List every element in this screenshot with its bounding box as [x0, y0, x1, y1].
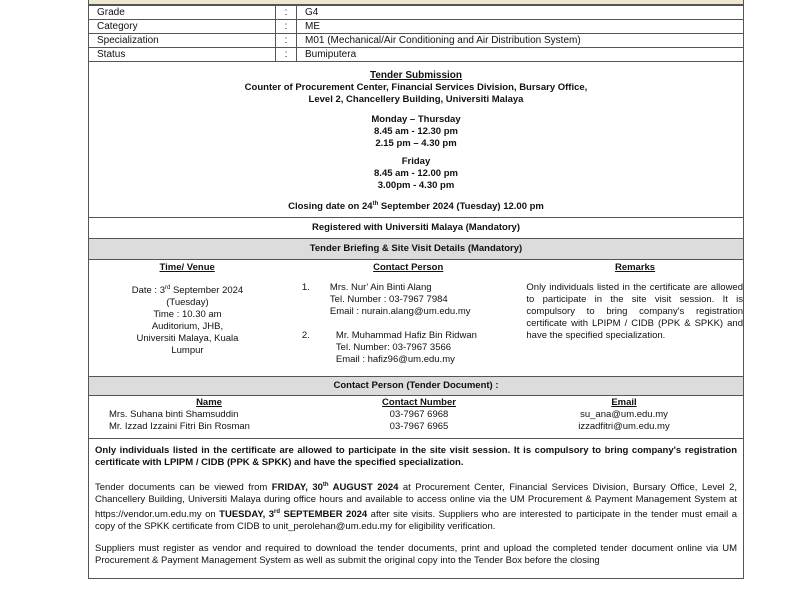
- contact-2-details: [336, 330, 477, 366]
- spec-row-specialization: [89, 34, 744, 48]
- spec-colon: :: [276, 34, 297, 48]
- col-contact-number: Contact Number: [382, 397, 456, 409]
- p1-c: AUGUST 2024: [328, 482, 399, 494]
- contact-1-num: 1.: [301, 282, 310, 294]
- briefing-date-post: September 2024: [170, 285, 244, 297]
- spec-label: Category: [89, 20, 276, 34]
- spec-value: Bumiputera: [297, 48, 744, 62]
- closing-date-post: September 2024 (Tuesday) 12.00 pm: [378, 201, 544, 213]
- briefing-columns-header: [89, 262, 743, 274]
- spec-value: M01 (Mechanical/Air Conditioning and Air Distribution System): [297, 34, 744, 48]
- tender-doc-email[interactable]: su_ana@um.edu.my: [580, 409, 668, 421]
- briefing-columns-body: [89, 282, 743, 366]
- submission-time-mon-thu-2: 2.15 pm – 4.30 pm: [375, 138, 457, 149]
- briefing-section: [88, 260, 744, 377]
- spec-label: Grade: [89, 6, 276, 20]
- notes-section: [88, 439, 744, 579]
- col-name: Name: [196, 397, 222, 409]
- briefing-time: Time : 10.30 am: [153, 309, 222, 321]
- spec-label: Specialization: [89, 34, 276, 48]
- spec-colon: :: [276, 48, 297, 62]
- notes-paragraph-1: [91, 479, 741, 533]
- col-contact-person: Contact Person: [373, 262, 444, 274]
- contact-2-tel: Tel. Number: 03-7967 3566: [335, 342, 452, 354]
- p1-b-sup: th: [322, 482, 329, 489]
- briefing-venue-3: Lumpur: [171, 345, 204, 357]
- tender-doc-row: [89, 421, 743, 433]
- briefing-date: [89, 282, 286, 297]
- tender-doc-row: [89, 409, 743, 421]
- submission-address-1: Counter of Procurement Center, Financial Services Division, Bursary Office,: [244, 82, 588, 93]
- tender-doc-columns: [89, 397, 743, 409]
- closing-date-pre: Closing date on 24: [288, 201, 373, 213]
- tender-doc-name: Mrs. Suhana binti Shamsuddin: [109, 409, 239, 421]
- submission-time-mon-thu-1: 8.45 am - 12.30 pm: [374, 126, 458, 137]
- col-email: Email: [611, 397, 637, 409]
- closing-date-sup: th: [372, 201, 379, 207]
- tender-notice-page: [88, 0, 744, 600]
- briefing-day: (Tuesday): [166, 297, 209, 309]
- contact-2-num: 2.: [301, 330, 310, 342]
- contact-1: [296, 282, 522, 318]
- submission-days-friday: Friday: [401, 156, 431, 167]
- tender-doc-number: 03-7967 6965: [389, 421, 449, 433]
- contact-person-block: [296, 282, 522, 366]
- p1-f: SEPTEMBER 2024: [280, 509, 368, 521]
- tender-doc-header: Contact Person (Tender Document) :: [88, 377, 744, 396]
- tender-doc-section: [88, 396, 744, 439]
- registered-note: Registered with Universiti Malaya (Mandatory): [88, 218, 744, 239]
- contact-2-email[interactable]: Email : hafiz96@um.edu.my: [335, 354, 455, 366]
- contact-1-name: Mrs. Nur' Ain Binti Alang: [329, 282, 432, 294]
- briefing-date-sup: rd: [164, 285, 171, 292]
- notes-paragraph-2: Suppliers must register as vendor and required to download the tender documents, print and upload the completed tender document online via UM Procurement & Payment Management System as well as submit the original copy into the Tender Box before the closing: [95, 543, 737, 567]
- spec-row-status: [89, 48, 744, 62]
- p1-a: Tender documents can be viewed from: [95, 482, 272, 494]
- submission-days-mon-thu: Monday – Thursday: [371, 114, 461, 125]
- contact-1-details: [330, 282, 471, 318]
- tender-doc-number: 03-7967 6968: [389, 409, 449, 421]
- tender-doc-name: Mr. Izzad Izzaini Fitri Bin Rosman: [109, 421, 250, 433]
- submission-time-friday-1: 8.45 am - 12.00 pm: [374, 168, 458, 179]
- contact-2: [296, 330, 522, 366]
- briefing-venue-2: Universiti Malaya, Kuala: [136, 333, 239, 345]
- notes-bold-note: Only individuals listed in the certificate are allowed to participate in the site visit session. It is compulsory to bring company's registration certificate with LPIPM / CIDB (PPK & SPKK) and have the specified specialization.: [95, 445, 737, 469]
- spec-colon: :: [276, 6, 297, 20]
- contact-1-tel: Tel. Number : 03-7967 7984: [329, 294, 448, 306]
- col-time-venue: Time/ Venue: [159, 262, 215, 274]
- time-venue-block: [89, 282, 286, 366]
- contact-1-email[interactable]: Email : nurain.alang@um.edu.my: [329, 306, 471, 318]
- spec-value: G4: [297, 6, 744, 20]
- spec-label: Status: [89, 48, 276, 62]
- briefing-date-pre: Date : 3: [131, 285, 165, 297]
- spec-row-category: [89, 20, 744, 34]
- submission-address-2: Level 2, Chancellery Building, Universiti Malaya: [308, 94, 524, 105]
- remarks-text: Only individuals listed in the certificate are allowed to participate in the site visit session. It is compulsory to bring company's registration certificate with LPIPM / CIDB (PPK & SPKK) and have the specified specialization.: [526, 282, 743, 342]
- briefing-venue-1: Auditorium, JHB,: [151, 321, 224, 333]
- p1-e-sup: rd: [274, 509, 281, 516]
- tender-doc-email[interactable]: izzadfitri@um.edu.my: [578, 421, 670, 433]
- p1-d: at Procurement Center, Financial Services Division, Bursary Office, Level 2, Chancellery Building, Universiti Malaya during office hours and available to access online via the UM Procurement & Payment Management System at https://vendor.um.edu.my on: [95, 482, 737, 521]
- submission-time-friday-2: 3.00pm - 4.30 pm: [377, 180, 455, 191]
- spec-value: ME: [297, 20, 744, 34]
- spec-table: [88, 5, 744, 62]
- submission-section: [88, 62, 744, 218]
- p1-g: after site visits. Suppliers who are interested to participate in the tender must email a copy of the SPKK certificate from CIDB to unit_perolehan@um.edu.my for eligibility verification.: [95, 509, 737, 533]
- p1-b: FRIDAY, 30: [271, 482, 323, 494]
- col-remarks: Remarks: [614, 262, 656, 274]
- briefing-header: Tender Briefing & Site Visit Details (Mandatory): [88, 239, 744, 260]
- spec-colon: :: [276, 20, 297, 34]
- submission-title: Tender Submission: [369, 70, 463, 81]
- p1-e: TUESDAY, 3: [219, 509, 275, 521]
- closing-date: [89, 198, 743, 213]
- spec-row-grade: [89, 6, 744, 20]
- contact-2-name: Mr. Muhammad Hafiz Bin Ridwan: [335, 330, 477, 342]
